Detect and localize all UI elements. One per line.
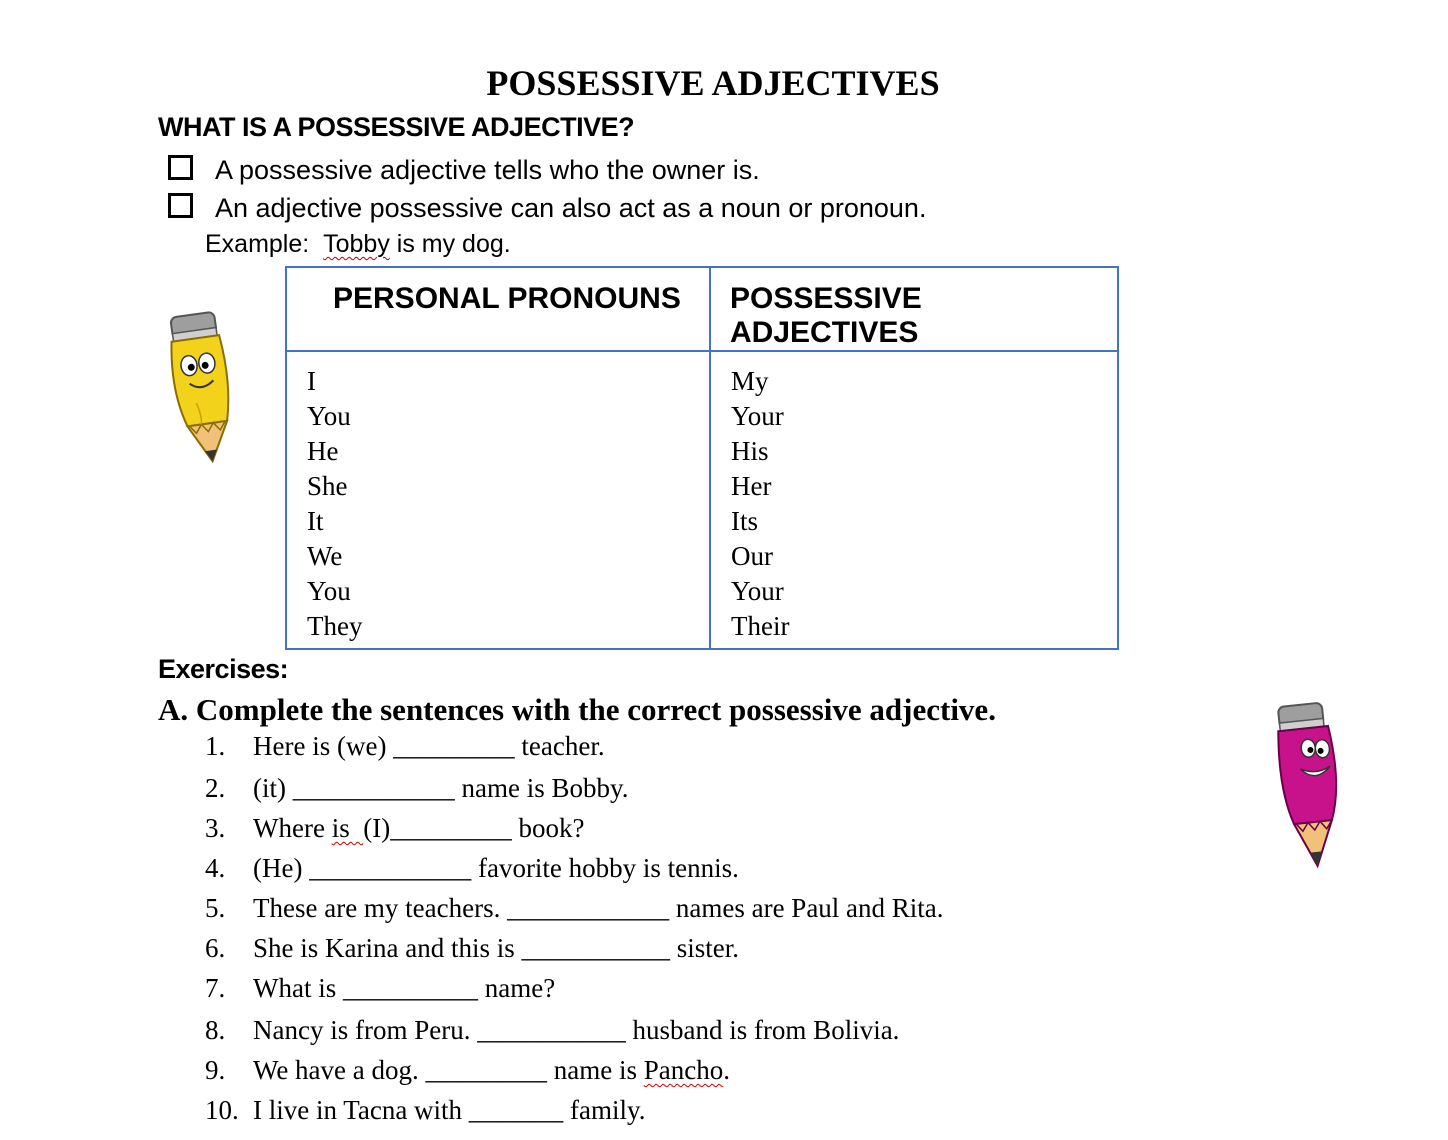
magenta-pencil-icon [1272,696,1352,872]
checkbox-bullet-icon [168,155,193,180]
personal-pronouns-column [286,351,710,649]
intro-heading: WHAT IS A POSSESSIVE ADJECTIVE? [158,112,635,142]
adjective-cell: Its [731,506,758,536]
pronoun-table [285,266,1119,650]
page-title: POSSESSIVE ADJECTIVES [486,63,940,103]
exercise-item [205,773,628,804]
exercise-text: We have a dog. _________ name is [253,1055,644,1085]
adjective-cell: Your [731,576,784,606]
exercise-item [205,893,944,924]
example-line [205,230,511,259]
exercise-text: What is __________ name? [253,973,556,1003]
exercise-text: These are my teachers. ____________ names are Paul and Rita. [253,893,944,923]
yellow-pencil-icon [160,306,244,468]
exercise-item [205,933,739,964]
bullet-text: A possessive adjective tells who the owner is. [215,155,760,185]
adjective-cell: Her [731,471,772,501]
exercise-text: (He) ____________ favorite hobby is tennis. [253,853,739,883]
exercises-label: Exercises: [158,654,289,684]
exercise-text-flagged: Pancho [643,1055,724,1085]
adjective-cell: Our [731,541,773,571]
example-rest: is my dog. [389,230,511,258]
section-a-heading: A. Complete the sentences with the correct possessive adjective. [158,692,996,727]
pronoun-cell: He [307,436,339,466]
exercise-item [205,1055,730,1086]
exercise-text: She is Karina and this is ___________ sister. [253,933,739,963]
pronoun-cell: You [307,401,351,431]
pronoun-cell: I [307,366,316,396]
pronoun-cell: You [307,576,351,606]
exercise-number: 2. [205,773,226,803]
exercise-item [205,973,555,1004]
pronoun-cell: They [307,611,363,641]
exercise-number: 7. [205,973,226,1003]
header-personal-pronouns: PERSONAL PRONOUNS [286,267,710,351]
bullet-text: An adjective possessive can also act as a noun or pronoun. [215,193,927,223]
adjective-cell: His [731,436,769,466]
possessive-adjectives-column [710,351,1118,649]
exercise-item [205,853,739,884]
pronoun-cell: It [307,506,324,536]
exercise-text: . [723,1055,730,1085]
bullet-item [168,152,760,188]
exercise-number: 8. [205,1015,226,1045]
exercise-item [205,1095,646,1126]
exercise-item [205,731,605,762]
adjective-cell: Their [731,611,790,641]
checkbox-bullet-icon [168,193,193,218]
exercise-text-flagged: is [331,813,364,843]
exercise-number: 1. [205,731,226,761]
exercise-text: I live in Tacna with _______ family. [253,1095,646,1125]
example-label: Example: [205,230,310,258]
exercise-number: 4. [205,853,226,883]
exercise-text: (it) ____________ name is Bobby. [253,773,629,803]
exercise-item [205,1015,899,1046]
exercise-number: 10. [205,1095,239,1125]
exercise-text: Where [253,813,332,843]
exercise-item [205,813,584,844]
exercise-number: 6. [205,933,226,963]
exercise-text: Nancy is from Peru. ___________ husband is from Bolivia. [253,1015,900,1045]
pronoun-cell: We [307,541,343,571]
adjective-cell: My [731,366,769,396]
adjective-cell: Your [731,401,784,431]
exercise-text: Here is (we) _________ teacher. [253,731,605,761]
example-subject: Tobby [323,230,390,258]
exercise-number: 3. [205,813,226,843]
header-possessive-adjectives: POSSESSIVE ADJECTIVES [710,267,1118,351]
exercise-number: 9. [205,1055,226,1085]
pronoun-cell: She [307,471,348,501]
bullet-item [168,190,926,226]
exercise-number: 5. [205,893,226,923]
exercise-text: (I)_________ book? [363,813,585,843]
